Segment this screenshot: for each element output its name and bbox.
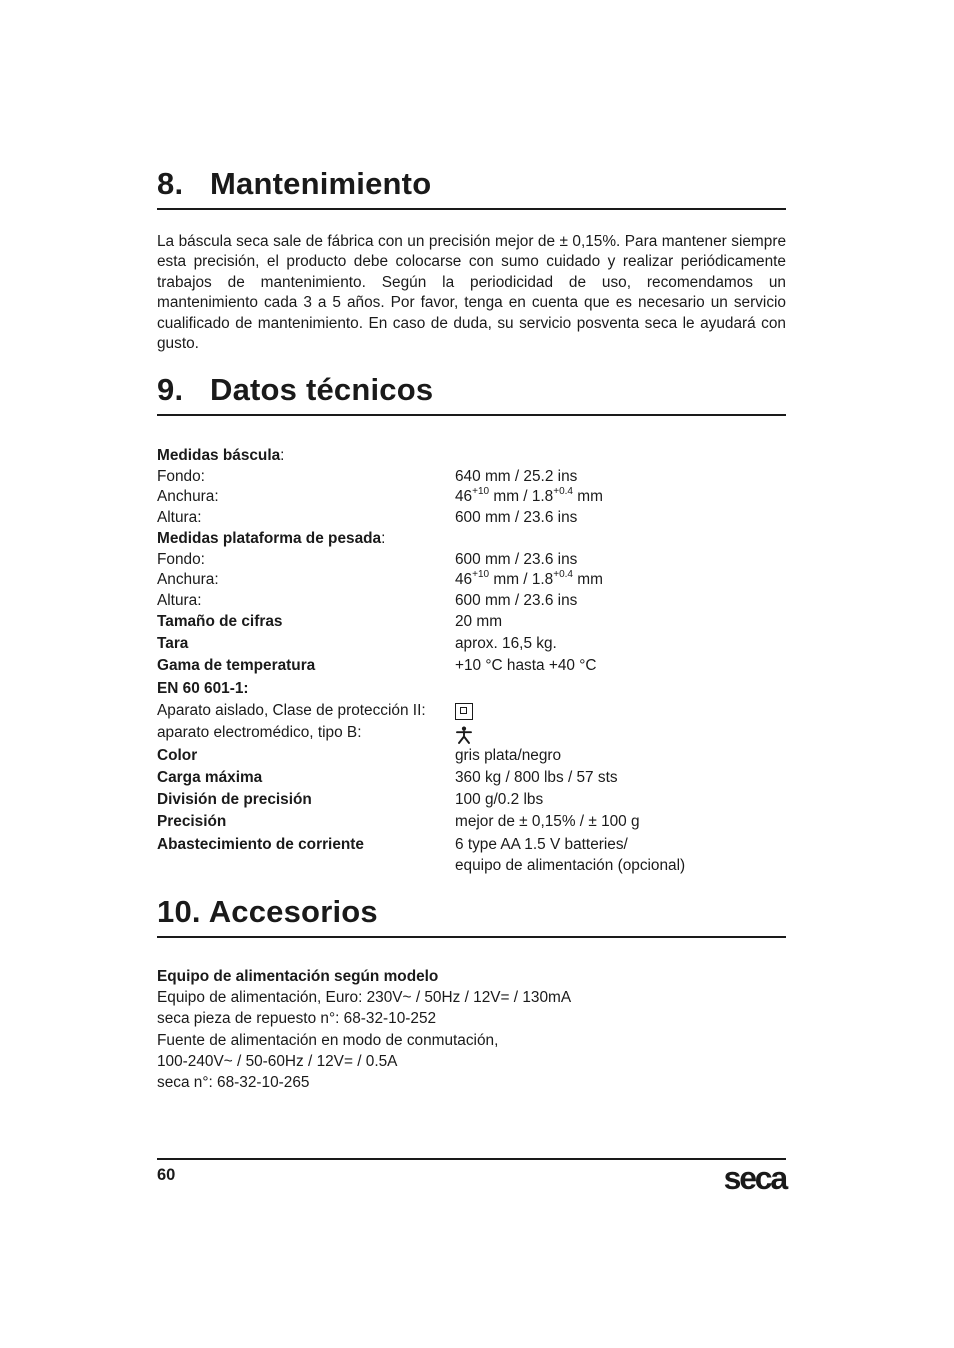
spec-label: Tara <box>157 635 189 653</box>
spec-row <box>157 633 786 655</box>
accessories-line: seca n°: 68-32-10-265 <box>157 1073 310 1091</box>
spec-label: Aparato aislado, Clase de protección II: <box>157 701 426 719</box>
spec-label: Medidas plataforma de pesada <box>157 529 382 547</box>
spec-label: Fondo: <box>157 468 205 486</box>
spec-row <box>157 722 786 744</box>
spec-row <box>157 767 786 789</box>
spec-label: Tamaño de cifras <box>157 612 283 630</box>
spec-label: Carga máxima <box>157 768 263 786</box>
spec-value: 600 mm / 23.6 ins <box>455 551 578 569</box>
spec-row <box>157 811 786 833</box>
spec-row <box>157 834 786 856</box>
spec-value: 360 kg / 800 lbs / 57 sts <box>455 768 618 786</box>
accessories-list <box>157 966 786 1093</box>
spec-label: EN 60 601-1: <box>157 679 249 697</box>
spec-label: Precisión <box>157 813 227 831</box>
spec-value: $46^{+10}$ mm / $1.8^{+0.4}$ mm <box>455 569 603 589</box>
spec-value: +10 °C hasta +40 °C <box>455 657 597 675</box>
spec-value: equipo de alimentación (opcional) <box>455 856 686 874</box>
spec-value: 600 mm / 23.6 ins <box>455 508 578 526</box>
spec-row <box>157 655 786 677</box>
spec-label: Anchura: <box>157 571 219 589</box>
footer-divider <box>157 1158 786 1160</box>
section-9-number: 9. <box>157 372 184 407</box>
spec-row <box>157 745 786 767</box>
spec-row <box>157 467 786 487</box>
spec-row <box>157 570 786 590</box>
accessories-line: Fuente de alimentación en modo de conmutación, <box>157 1031 499 1049</box>
spec-row <box>157 550 786 570</box>
section-8-title: Mantenimiento <box>210 166 432 201</box>
spec-label: Anchura: <box>157 488 219 506</box>
spec-label: División de precisión <box>157 791 312 809</box>
spec-value: mejor de ± 0,15% / ± 100 g <box>455 813 640 831</box>
spec-value: $46^{+10}$ mm / $1.8^{+0.4}$ mm <box>455 486 603 506</box>
accessories-line: Equipo de alimentación, Euro: 230V~ / 50Hz / 12V= / 130mA <box>157 989 572 1007</box>
accessories-line: seca pieza de repuesto n°: 68-32-10-252 <box>157 1010 437 1028</box>
page-number: 60 <box>157 1166 176 1184</box>
spec-row <box>157 508 786 528</box>
spec-value: gris plata/negro <box>455 746 562 764</box>
protection-class-ii-icon <box>455 703 473 720</box>
section-9-title: Datos técnicos <box>210 372 434 407</box>
spec-value: 6 type AA 1.5 V batteries/ <box>455 835 628 853</box>
section-8-body: La báscula seca sale de fábrica con un precisión mejor de ± 0,15%. Para mantener siempre esta precisión, el producto debe colocarse con sumo cuidado y realizar periódicamente trabajos de mantenimiento. Según la periodicidad de uso, recomendamos un mantenimiento cada 3 a 5 años. Por favor, tenga en cuenta que es necesario un servicio cualificado de mantenimiento. En caso de duda, su servicio posventa seca le ayudará con gusto. <box>157 233 786 353</box>
spec-label: Altura: <box>157 591 202 609</box>
spec-row <box>157 856 786 876</box>
spec-label: Altura: <box>157 508 202 526</box>
spec-label: Color <box>157 746 198 764</box>
spec-label: Fondo: <box>157 551 205 569</box>
section-10-title: Accesorios <box>208 894 378 929</box>
spec-label: Abastecimiento de corriente <box>157 835 364 853</box>
section-10-heading <box>157 894 786 938</box>
spec-row <box>157 487 786 507</box>
accessories-line: 100-240V~ / 50-60Hz / 12V= / 0.5A <box>157 1052 398 1070</box>
spec-value: aprox. 16,5 kg. <box>455 635 557 653</box>
seca-logo: seca <box>723 1160 786 1196</box>
spec-row <box>157 591 786 611</box>
spec-row-medidas-bascula: Medidas báscula: <box>157 447 285 464</box>
spec-label: Gama de temperatura <box>157 657 316 675</box>
section-10-number: 10. <box>157 894 201 929</box>
accessories-subtitle: Equipo de alimentación según modelo <box>157 968 439 985</box>
spec-table <box>157 445 786 876</box>
section-9-heading <box>157 372 786 416</box>
section-8-heading <box>157 166 786 210</box>
spec-row-medidas-plataforma: Medidas plataforma de pesada: <box>157 529 386 547</box>
spec-row <box>157 678 786 700</box>
section-8-number: 8. <box>157 166 184 201</box>
spec-value: 20 mm <box>455 612 503 630</box>
spec-value: 600 mm / 23.6 ins <box>455 591 578 609</box>
spec-value: 100 g/0.2 lbs <box>455 791 544 809</box>
spec-row <box>157 700 786 722</box>
spec-label: Medidas báscula <box>157 447 281 464</box>
spec-value: 640 mm / 25.2 ins <box>455 468 578 486</box>
spec-row <box>157 789 786 811</box>
type-b-applied-part-icon <box>455 726 473 744</box>
spec-label: aparato electromédico, tipo B: <box>157 724 362 742</box>
spec-row <box>157 611 786 633</box>
